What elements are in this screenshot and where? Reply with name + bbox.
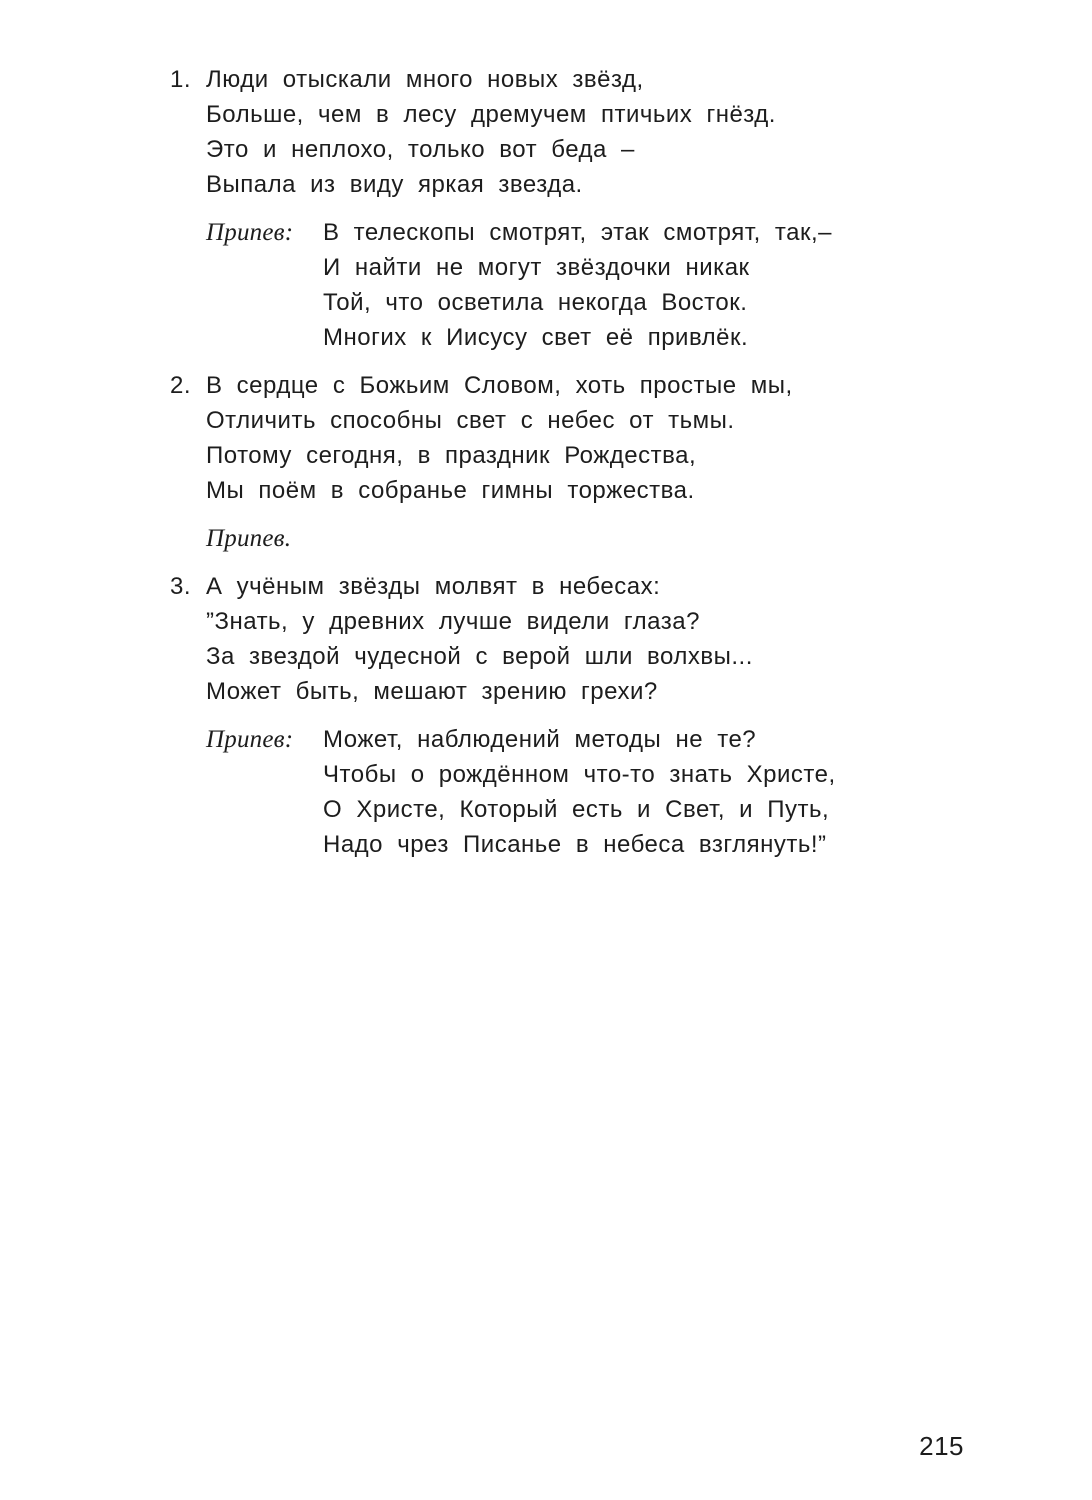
verse-line: За звездой чудесной с верой шли волхвы...	[206, 643, 753, 670]
verse-3-number: 3.	[170, 573, 192, 600]
chorus-2-label: Припев:	[206, 726, 294, 753]
chorus-line: Многих к Иисусу свет её привлёк.	[323, 324, 749, 351]
chorus-line: Может, наблюдений методы не те?	[323, 726, 757, 753]
chorus-line: Надо чрез Писанье в небеса взглянуть!”	[323, 831, 827, 858]
verse-2-lines	[206, 368, 960, 508]
chorus-line: В телескопы смотрят, этак смотрят, так,–	[323, 219, 832, 246]
verse-line: Мы поём в собранье гимны торжества.	[206, 477, 695, 504]
chorus-line: О Христе, Который есть и Свет, и Путь,	[323, 796, 830, 823]
verse-3-lines	[206, 569, 960, 709]
verse-line: Выпала из виду яркая звезда.	[206, 171, 583, 198]
verse-line: Потому сегодня, в праздник Рождества,	[206, 442, 697, 469]
chorus-line: Чтобы о рождённом что-то знать Христе,	[323, 761, 836, 788]
chorus-line: И найти не могут звёздочки никак	[323, 254, 750, 281]
verse-1-number: 1.	[170, 66, 192, 93]
verse-2	[170, 368, 960, 508]
verse-2-number: 2.	[170, 372, 192, 399]
verse-line: А учёным звёзды молвят в небесах:	[206, 573, 661, 600]
verse-line: Может быть, мешают зрению грехи?	[206, 678, 658, 705]
chorus-1	[206, 215, 960, 355]
chorus-2-lines	[323, 722, 960, 862]
verse-line: В сердце с Божьим Словом, хоть простые мы,	[206, 372, 793, 399]
chorus-2	[206, 722, 960, 862]
chorus-1-lines	[323, 215, 960, 355]
verse-1-lines	[206, 62, 960, 202]
chorus-1-label: Припев:	[206, 219, 294, 246]
chorus-line: Той, что осветила некогда Восток.	[323, 289, 748, 316]
verse-3	[170, 569, 960, 709]
verse-1	[170, 62, 960, 202]
verse-line: Это и неплохо, только вот беда –	[206, 136, 635, 163]
verse-line: Люди отыскали много новых звёзд,	[206, 66, 644, 93]
verse-line: Больше, чем в лесу дремучем птичьих гнёзд.	[206, 101, 776, 128]
verse-line: Отличить способны свет с небес от тьмы.	[206, 407, 735, 434]
chorus-reference: Припев.	[206, 525, 292, 552]
verse-line: ”Знать, у древних лучше видели глаза?	[206, 608, 700, 635]
song-text	[170, 62, 960, 875]
page-number: 215	[919, 1431, 964, 1461]
